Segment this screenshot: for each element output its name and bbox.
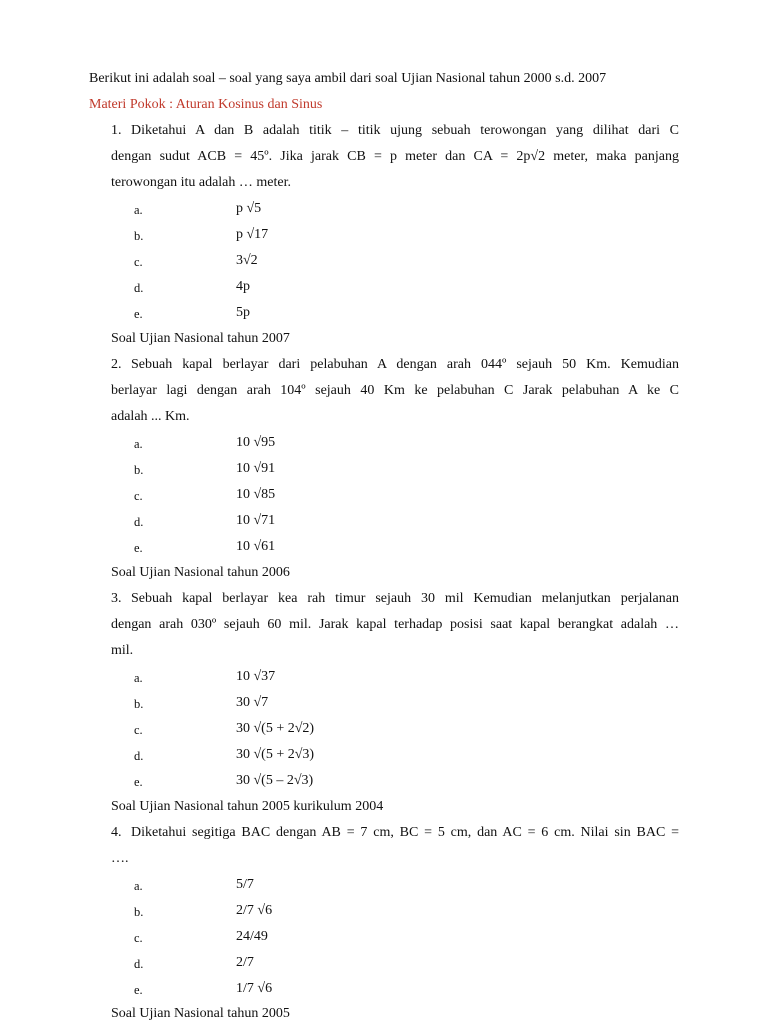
option-letter: e. — [134, 541, 143, 555]
question-number: 4. — [111, 825, 122, 840]
option-value: 10 √85 — [236, 487, 276, 502]
question-line: 2. Sebuah kapal berlayar dari pelabuhan A dengan arah 044º sejauh 50 Km. Kemudian — [111, 357, 679, 372]
option-letter: e. — [134, 983, 143, 997]
question-line: 3. Sebuah kapal berlayar kea rah timur sejauh 30 mil Kemudian melanjutkan perjalanan — [111, 591, 679, 606]
option-value: 3√2 — [236, 253, 258, 268]
option-value: 30 √(5 – 2√3) — [236, 773, 314, 788]
option-value: p √5 — [236, 201, 262, 216]
intro-text: Berikut ini adalah soal – soal yang saya ambil dari soal Ujian Nasional tahun 2000 s.d. 2007 — [89, 71, 607, 86]
option-letter: b. — [134, 697, 144, 711]
option-value: 10 √61 — [236, 539, 276, 554]
question-source: Soal Ujian Nasional tahun 2005 — [111, 1006, 290, 1021]
option-letter: d. — [134, 515, 144, 529]
option-letter: b. — [134, 229, 144, 243]
option-value: 5p — [236, 305, 250, 320]
option-letter: a. — [134, 671, 143, 685]
topic-heading: Materi Pokok : Aturan Kosinus dan Sinus — [89, 97, 323, 112]
option-value: 10 √71 — [236, 513, 276, 528]
question-number: 1. — [111, 123, 122, 138]
option-letter: c. — [134, 931, 143, 945]
option-letter: d. — [134, 957, 144, 971]
question-source: Soal Ujian Nasional tahun 2005 kurikulum 2004 — [111, 799, 384, 814]
option-value: 4p — [236, 279, 250, 294]
question-line: adalah ... Km. — [111, 409, 190, 424]
question-line: mil. — [111, 643, 134, 658]
option-value: 30 √(5 + 2√3) — [236, 747, 315, 762]
option-value: 10 √95 — [236, 435, 276, 450]
option-value: 30 √(5 + 2√2) — [236, 721, 315, 736]
option-letter: e. — [134, 307, 143, 321]
option-value: 2/7 — [236, 955, 254, 970]
question-line: 4. Diketahui segitiga BAC dengan AB = 7 cm, BC = 5 cm, dan AC = 6 cm. Nilai sin BAC = — [111, 825, 679, 840]
option-letter: b. — [134, 463, 144, 477]
question-number: 3. — [111, 591, 122, 606]
option-value: 5/7 — [236, 877, 254, 892]
question-number: 2. — [111, 357, 122, 372]
option-letter: c. — [134, 489, 143, 503]
option-value: 10 √37 — [236, 669, 276, 684]
option-letter: c. — [134, 723, 143, 737]
question-source: Soal Ujian Nasional tahun 2006 — [111, 565, 290, 580]
option-value: 2/7 √6 — [236, 903, 273, 918]
option-value: 10 √91 — [236, 461, 276, 476]
question-line: berlayar lagi dengan arah 104º sejauh 40 Km ke pelabuhan C Jarak pelabuhan A ke C — [111, 383, 679, 398]
option-value: p √17 — [236, 227, 269, 242]
question-line: dengan sudut ACB = 45º. Jika jarak CB = p meter dan CA = 2p√2 meter, maka panjang — [111, 149, 679, 164]
question-line: …. — [111, 851, 129, 866]
question-line: dengan arah 030º sejauh 60 mil. Jarak kapal terhadap posisi saat kapal berangkat adalah … — [111, 617, 679, 632]
option-letter: b. — [134, 905, 144, 919]
option-value: 24/49 — [236, 929, 268, 944]
question-line: 1. Diketahui A dan B adalah titik – titik ujung sebuah terowongan yang dilihat dari C — [111, 123, 679, 138]
option-letter: d. — [134, 749, 144, 763]
option-value: 1/7 √6 — [236, 981, 273, 996]
option-letter: a. — [134, 203, 143, 217]
option-letter: c. — [134, 255, 143, 269]
question-source: Soal Ujian Nasional tahun 2007 — [111, 331, 290, 346]
option-letter: e. — [134, 775, 143, 789]
option-letter: d. — [134, 281, 144, 295]
option-letter: a. — [134, 437, 143, 451]
option-letter: a. — [134, 879, 143, 893]
question-line: terowongan itu adalah … meter. — [111, 175, 291, 190]
option-value: 30 √7 — [236, 695, 269, 710]
